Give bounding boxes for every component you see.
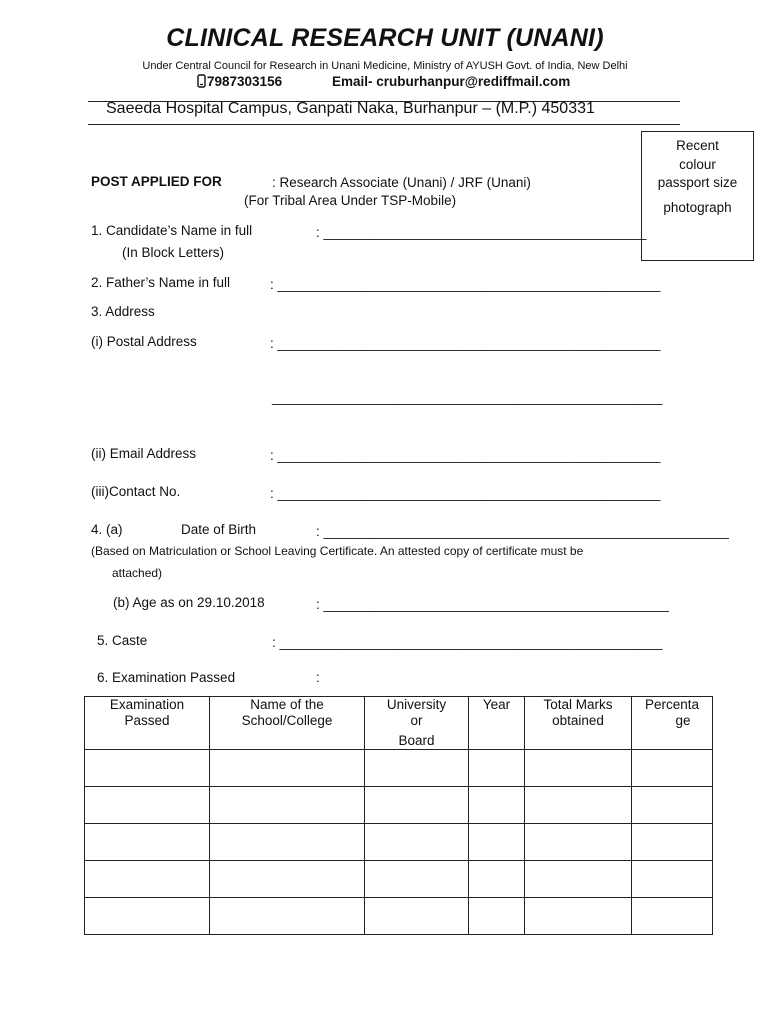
phone-contact bbox=[196, 74, 282, 89]
table-cell[interactable] bbox=[365, 861, 469, 898]
age-label: (b) Age as on 29.10.2018 bbox=[113, 595, 265, 610]
table-row bbox=[85, 750, 713, 787]
col-header-school: Name of the School/College bbox=[210, 697, 365, 750]
candidate-name-label: 1. Candidate’s Name in full bbox=[91, 223, 253, 238]
table-cell[interactable] bbox=[469, 750, 525, 787]
table-row bbox=[85, 787, 713, 824]
table-row bbox=[85, 861, 713, 898]
col-header-year: Year bbox=[469, 697, 525, 750]
post-value-sub: (For Tribal Area Under TSP-Mobile) bbox=[244, 193, 457, 208]
table-cell[interactable] bbox=[632, 824, 713, 861]
table-cell[interactable] bbox=[85, 898, 210, 935]
photo-box-line: passport size bbox=[657, 175, 738, 190]
photo-box[interactable] bbox=[641, 131, 754, 261]
table-cell[interactable] bbox=[525, 787, 632, 824]
table-row bbox=[85, 824, 713, 861]
caste-label: 5. Caste bbox=[97, 633, 148, 648]
email-address-field[interactable]: : ___________________________________________________ bbox=[270, 448, 661, 463]
table-cell[interactable] bbox=[210, 861, 365, 898]
phone-number: 7987303156 bbox=[207, 74, 283, 89]
postal-address-field-line2[interactable]: ____________________________________________________ bbox=[272, 390, 663, 405]
table-cell[interactable] bbox=[632, 898, 713, 935]
photo-box-line: Recent bbox=[676, 138, 719, 153]
caste-field[interactable]: : ___________________________________________________ bbox=[272, 635, 663, 650]
table-cell[interactable] bbox=[210, 750, 365, 787]
exam-label: 6. Examination Passed bbox=[97, 670, 236, 685]
table-cell[interactable] bbox=[85, 787, 210, 824]
exam-colon: : bbox=[316, 670, 320, 685]
table-cell[interactable] bbox=[525, 861, 632, 898]
candidate-name-field[interactable]: : ___________________________________________ bbox=[316, 225, 647, 240]
photo-box-line: photograph bbox=[663, 199, 732, 215]
divider bbox=[88, 124, 680, 125]
table-cell[interactable] bbox=[525, 898, 632, 935]
table-cell[interactable] bbox=[469, 861, 525, 898]
table-cell[interactable] bbox=[632, 750, 713, 787]
table-cell[interactable] bbox=[469, 824, 525, 861]
dob-note-cont: attached) bbox=[112, 566, 163, 580]
table-cell[interactable] bbox=[210, 787, 365, 824]
post-value: : Research Associate (Unani) / JRF (Unani) bbox=[272, 175, 531, 190]
phone-icon bbox=[196, 74, 207, 88]
table-cell[interactable] bbox=[210, 898, 365, 935]
table-cell[interactable] bbox=[210, 824, 365, 861]
table-cell[interactable] bbox=[365, 898, 469, 935]
table-cell[interactable] bbox=[632, 787, 713, 824]
father-name-field[interactable]: : ___________________________________________________ bbox=[270, 277, 661, 292]
photo-box-line: colour bbox=[679, 156, 716, 172]
age-field[interactable]: : ______________________________________________ bbox=[316, 597, 669, 612]
col-header-university: University or Board bbox=[365, 697, 469, 750]
contact-field[interactable]: : ___________________________________________________ bbox=[270, 486, 661, 501]
dob-label: Date of Birth bbox=[181, 522, 257, 537]
table-cell[interactable] bbox=[469, 898, 525, 935]
email-address-label: (ii) Email Address bbox=[91, 446, 197, 461]
table-cell[interactable] bbox=[85, 824, 210, 861]
col-header-percentage: Percenta ge bbox=[632, 697, 713, 750]
dob-field[interactable]: : ______________________________________________________ bbox=[316, 524, 729, 539]
table-cell[interactable] bbox=[85, 861, 210, 898]
table-cell[interactable] bbox=[85, 750, 210, 787]
contact-label: (iii)Contact No. bbox=[91, 484, 181, 499]
father-name-label: 2. Father’s Name in full bbox=[91, 275, 231, 290]
table-cell[interactable] bbox=[365, 787, 469, 824]
postal-address-label: (i) Postal Address bbox=[91, 334, 197, 349]
unit-address: Saeeda Hospital Campus, Ganpati Naka, Burhanpur – (M.P.) 450331 bbox=[106, 100, 595, 117]
examination-table bbox=[84, 696, 713, 935]
dob-number: 4. (a) bbox=[91, 522, 123, 537]
table-cell[interactable] bbox=[469, 787, 525, 824]
table-cell[interactable] bbox=[365, 824, 469, 861]
candidate-name-sublabel: (In Block Letters) bbox=[122, 245, 225, 260]
subtitle: Under Central Council for Research in Unani Medicine, Ministry of AYUSH Govt. of India, New Delhi bbox=[142, 60, 628, 72]
table-row bbox=[85, 898, 713, 935]
address-label: 3. Address bbox=[91, 304, 155, 319]
table-cell[interactable] bbox=[525, 824, 632, 861]
post-label: POST APPLIED FOR bbox=[91, 174, 222, 189]
table-header-row bbox=[85, 697, 713, 750]
table-cell[interactable] bbox=[525, 750, 632, 787]
dob-note: (Based on Matriculation or School Leaving Certificate. An attested copy of certificate must be bbox=[91, 544, 584, 558]
form-title: CLINICAL RESEARCH UNIT (UNANI) bbox=[166, 24, 604, 52]
table-cell[interactable] bbox=[365, 750, 469, 787]
table-cell[interactable] bbox=[632, 861, 713, 898]
col-header-marks: Total Marks obtained bbox=[525, 697, 632, 750]
col-header-examination: Examination Passed bbox=[85, 697, 210, 750]
postal-address-field[interactable]: : ___________________________________________________ bbox=[270, 336, 661, 351]
email-contact: Email- cruburhanpur@rediffmail.com bbox=[332, 74, 571, 89]
